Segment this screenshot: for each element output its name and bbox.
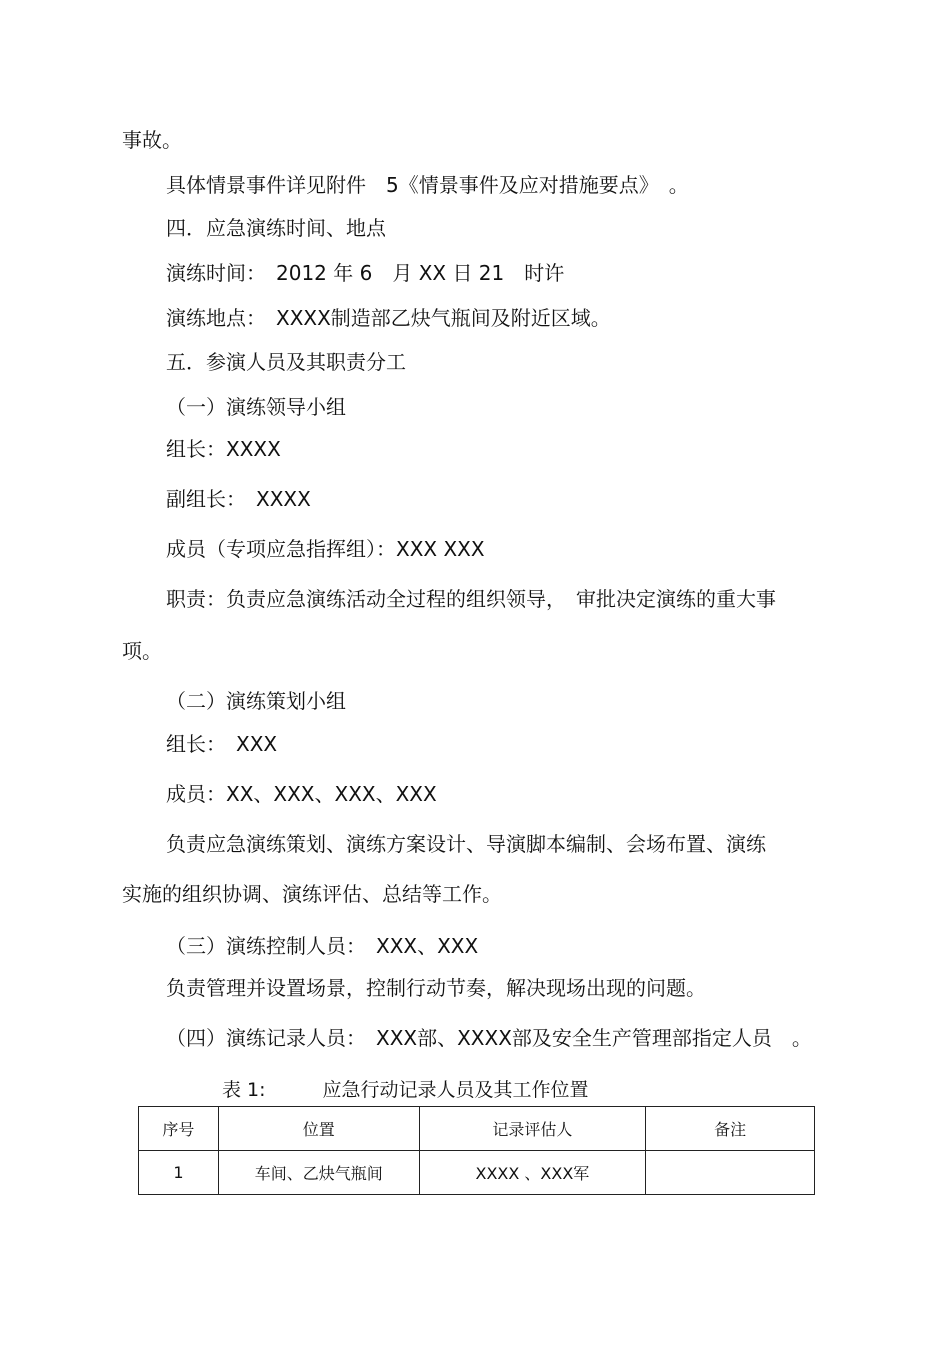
paragraph-line: 演练时间： 2012 年 6 月 XX 日 21 时许 — [166, 261, 565, 285]
paragraph-line: 项。 — [122, 639, 162, 663]
recorder-table — [138, 1106, 815, 1195]
paragraph-line: 实施的组织协调、演练评估、总结等工作。 — [122, 882, 502, 906]
section-heading: 五．参演人员及其职责分工 — [166, 350, 406, 374]
table-header-cell: 位置 — [218, 1107, 419, 1151]
table-cell: 1 — [139, 1151, 219, 1195]
paragraph-line: 职责：负责应急演练活动全过程的组织领导， 审批决定演练的重大事 — [166, 587, 776, 611]
paragraph-line: 演练地点： XXXX制造部乙炔气瓶间及附近区域。 — [166, 306, 611, 330]
paragraph-line: 负责应急演练策划、演练方案设计、导演脚本编制、会场布置、演练 — [166, 832, 766, 856]
paragraph-line: 成员（专项应急指挥组）：XXX XXX — [166, 537, 485, 561]
section-heading: 四．应急演练时间、地点 — [166, 216, 386, 240]
table-header-row — [139, 1107, 815, 1151]
subsection-heading: （二）演练策划小组 — [166, 689, 346, 713]
table-cell: XXXX 、XXX军 — [419, 1151, 646, 1195]
paragraph-line: 负责管理并设置场景，控制行动节奏，解决现场出现的问题。 — [166, 976, 706, 1000]
table-header-cell: 序号 — [139, 1107, 219, 1151]
table-cell: 车间、乙炔气瓶间 — [218, 1151, 419, 1195]
table-row — [139, 1151, 815, 1195]
subsection-heading: （三）演练控制人员： XXX、XXX — [166, 934, 479, 958]
paragraph-line: 组长：XXXX — [166, 437, 281, 461]
paragraph-line: 具体情景事件详见附件 5《情景事件及应对措施要点》 。 — [166, 173, 689, 197]
subsection-heading: （四）演练记录人员： XXX部、XXXX部及安全生产管理部指定人员 。 — [166, 1026, 812, 1050]
table-cell — [646, 1151, 815, 1195]
paragraph-line: 事故。 — [122, 128, 182, 152]
table-caption: 表 1: 应急行动记录人员及其工作位置 — [222, 1079, 589, 1101]
table-header-cell: 备注 — [646, 1107, 815, 1151]
paragraph-line: 成员：XX、XXX、XXX、XXX — [166, 782, 437, 806]
paragraph-line: 副组长： XXXX — [166, 487, 311, 511]
subsection-heading: （一）演练领导小组 — [166, 395, 346, 419]
table-header-cell: 记录评估人 — [419, 1107, 646, 1151]
paragraph-line: 组长： XXX — [166, 732, 278, 756]
